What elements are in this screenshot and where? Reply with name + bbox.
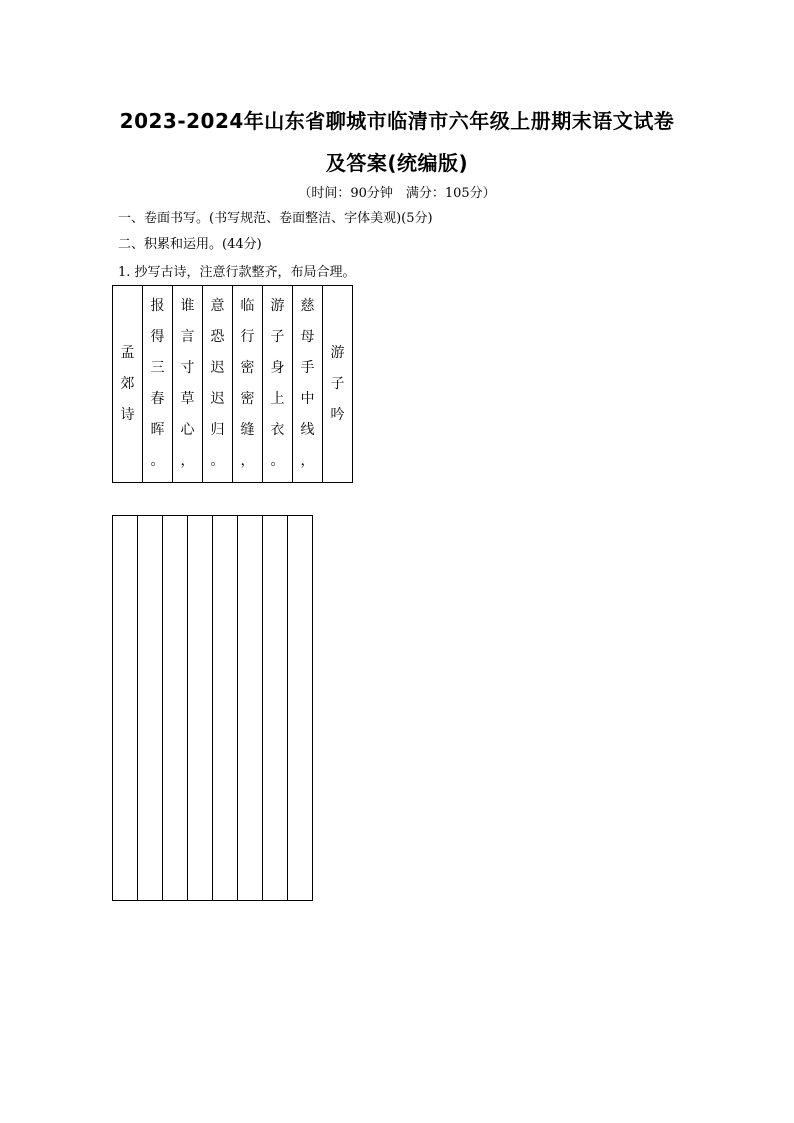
copy-writing-column[interactable]: [188, 516, 213, 901]
poem-char: 母: [300, 329, 315, 345]
poem-char: 郊: [120, 375, 135, 392]
poem-char: 谁: [180, 298, 195, 314]
copy-writing-column[interactable]: [288, 516, 313, 901]
poem-char: 草: [180, 391, 195, 407]
poem-char: 。: [270, 453, 285, 469]
poem-char: 言: [180, 329, 195, 345]
poem-column: [293, 286, 323, 483]
poem-char: 子: [270, 329, 285, 345]
poem-char: 晖: [150, 422, 165, 438]
copy-writing-row: [113, 516, 313, 901]
poem-column-text: [173, 286, 202, 482]
poem-char: 恐: [210, 329, 225, 345]
copy-writing-grid: [112, 515, 313, 901]
section-2-heading: 二、积累和运用。(44分): [118, 237, 262, 252]
poem-char: 上: [270, 391, 285, 407]
poem-char: 行: [240, 329, 255, 345]
document-title-line-2: 及答案(统编版): [325, 151, 469, 175]
poem-char: ，: [240, 453, 255, 469]
poem-column-text: [233, 286, 262, 482]
document-title-line-1: 2023-2024年山东省聊城市临清市六年级上册期末语文试卷: [119, 109, 675, 133]
poem-char: 三: [150, 360, 165, 376]
poem-char: ，: [180, 453, 195, 469]
copy-writing-column[interactable]: [263, 516, 288, 901]
poem-column: [113, 286, 143, 483]
copy-writing-column[interactable]: [113, 516, 138, 901]
copy-writing-column[interactable]: [138, 516, 163, 901]
poem-char: 意: [210, 298, 225, 314]
poem-column: [203, 286, 233, 483]
poem-char: 密: [240, 360, 255, 376]
poem-row: [113, 286, 353, 483]
poem-char: 临: [240, 298, 255, 314]
poem-char: 孟: [120, 344, 135, 361]
poem-char: 迟: [210, 391, 225, 407]
poem-char: 密: [240, 391, 255, 407]
poem-char: 迟: [210, 360, 225, 376]
poem-column-text: [293, 286, 322, 482]
poem-char: 春: [150, 391, 165, 407]
poem-column-text: [113, 286, 142, 482]
poem-column-text: [143, 286, 172, 482]
poem-column-text: [263, 286, 292, 482]
poem-char: ，: [300, 453, 315, 469]
poem-char: 身: [270, 360, 285, 376]
poem-char: 。: [150, 453, 165, 469]
poem-column-text: [203, 286, 232, 482]
copy-writing-column[interactable]: [163, 516, 188, 901]
poem-char: 游: [270, 298, 285, 314]
poem-column-text: [323, 286, 352, 482]
copy-writing-column[interactable]: [213, 516, 238, 901]
poem-char: 归: [210, 422, 225, 438]
poem-char: 。: [210, 453, 225, 469]
poem-char: 寸: [180, 360, 195, 376]
poem-column: [233, 286, 263, 483]
poem-char: 报: [150, 298, 165, 314]
poem-char: 手: [300, 360, 315, 376]
poem-char: 子: [330, 375, 345, 392]
poem-char: 得: [150, 329, 165, 345]
exam-time-and-score: （时间：90分钟 满分：105分）: [298, 186, 496, 201]
section-1-heading: 一、卷面书写。(书写规范、卷面整洁、字体美观)(5分): [118, 211, 433, 226]
copy-writing-column[interactable]: [238, 516, 263, 901]
poem-char: 游: [330, 344, 345, 361]
poem-table: [112, 285, 353, 483]
poem-char: 诗: [120, 406, 135, 423]
poem-char: 心: [180, 422, 195, 438]
poem-column: [143, 286, 173, 483]
poem-char: 缝: [240, 422, 255, 438]
poem-char: 慈: [300, 298, 315, 314]
poem-column: [323, 286, 353, 483]
poem-char: 中: [300, 391, 315, 407]
poem-char: 吟: [330, 406, 345, 423]
poem-column: [173, 286, 203, 483]
poem-char: 衣: [270, 422, 285, 438]
poem-column: [263, 286, 293, 483]
question-1-prompt: 1. 抄写古诗，注意行款整齐，布局合理。: [118, 265, 356, 280]
poem-char: 线: [300, 422, 315, 438]
